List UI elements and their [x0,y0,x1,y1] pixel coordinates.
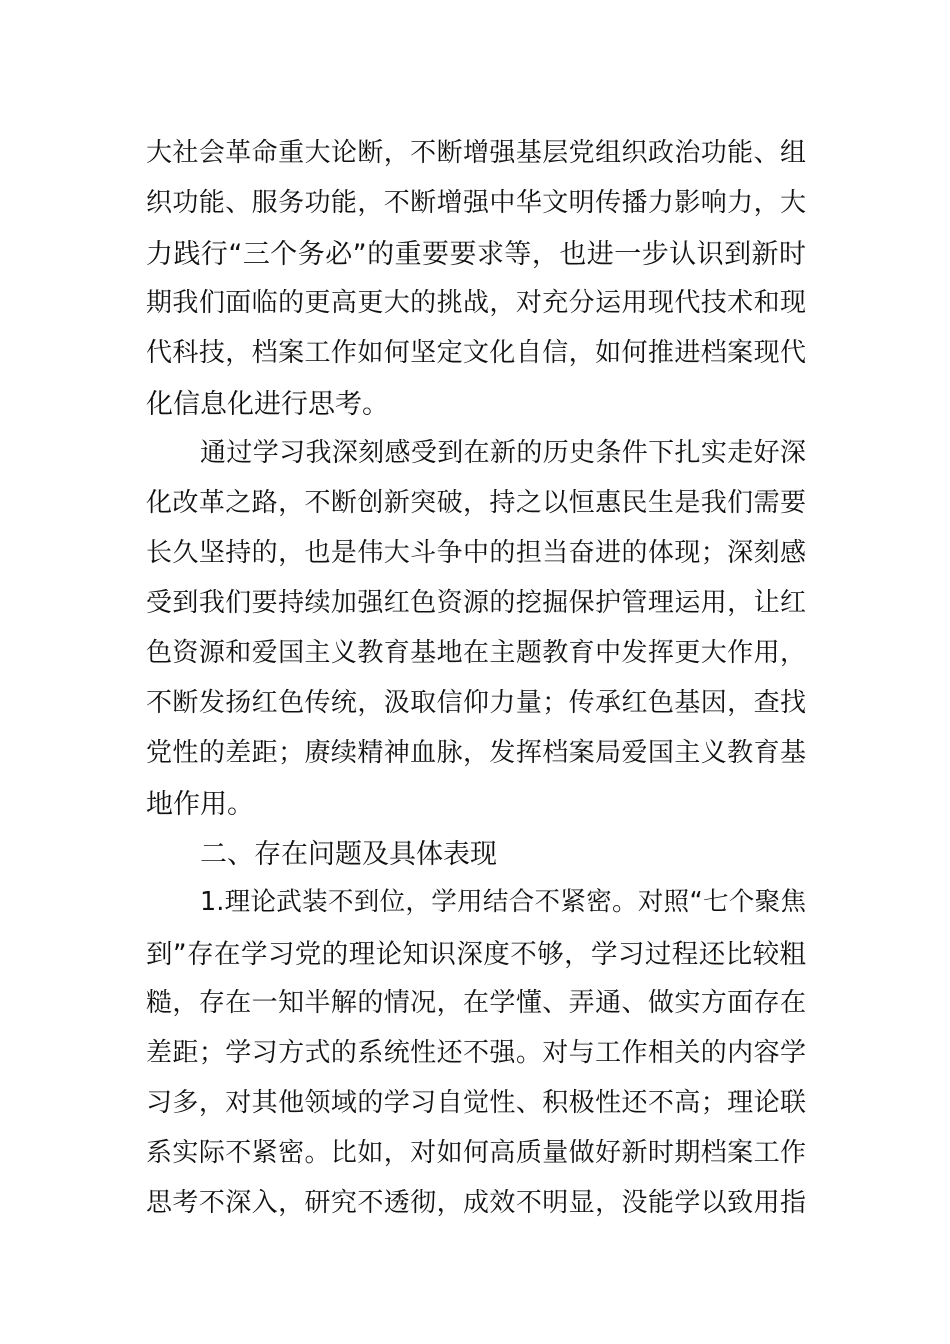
text-line: 系实际不紧密。比如，对如何高质量做好新时期档案工作 [146,1138,806,1168]
text-line: 长久坚持的，也是伟大斗争中的担当奋进的体现；深刻感 [146,538,806,568]
text-line: 糙，存在一知半解的情况，在学懂、弄通、做实方面存在 [146,988,806,1018]
text-line: 不断发扬红色传统，汲取信仰力量；传承红色基因，查找 [146,688,806,718]
text-line: 党性的差距；赓续精神血脉，发挥档案局爱国主义教育基 [146,738,806,768]
text-line: 色资源和爱国主义教育基地在主题教育中发挥更大作用， [146,638,806,668]
text-line: 受到我们要持续加强红色资源的挖掘保护管理运用，让红 [146,588,806,618]
text-line: 化改革之路，不断创新突破，持之以恒惠民生是我们需要 [146,488,806,518]
text-line: 习多，对其他领域的学习自觉性、积极性还不高；理论联 [146,1088,806,1118]
text-line: 化信息化进行思考。 [146,389,389,420]
text-line: 到”存在学习党的理论知识深度不够，学习过程还比较粗 [146,939,806,970]
text-line: 期我们面临的更高更大的挑战，对充分运用现代技术和现 [146,288,806,318]
paragraph-first-line: 1.理论武装不到位，学用结合不紧密。对照“七个聚焦 [200,887,806,917]
text-line: 代科技，档案工作如何坚定文化自信，如何推进档案现代 [146,338,806,368]
text-line: 思考不深入，研究不透彻，成效不明显，没能学以致用指 [146,1188,806,1218]
text-line: 织功能、服务功能，不断增强中华文明传播力影响力，大 [146,188,806,218]
section-heading: 二、存在问题及具体表现 [200,839,497,870]
text-line: 大社会革命重大论断，不断增强基层党组织政治功能、组 [146,138,806,168]
text-line: 地作用。 [146,789,254,820]
paragraph-first-line: 通过学习我深刻感受到在新的历史条件下扎实走好深 [200,438,806,468]
text-line: 差距；学习方式的系统性还不强。对与工作相关的内容学 [146,1038,806,1068]
text-line: 力践行“三个务必”的重要要求等，也进一步认识到新时 [146,239,806,270]
